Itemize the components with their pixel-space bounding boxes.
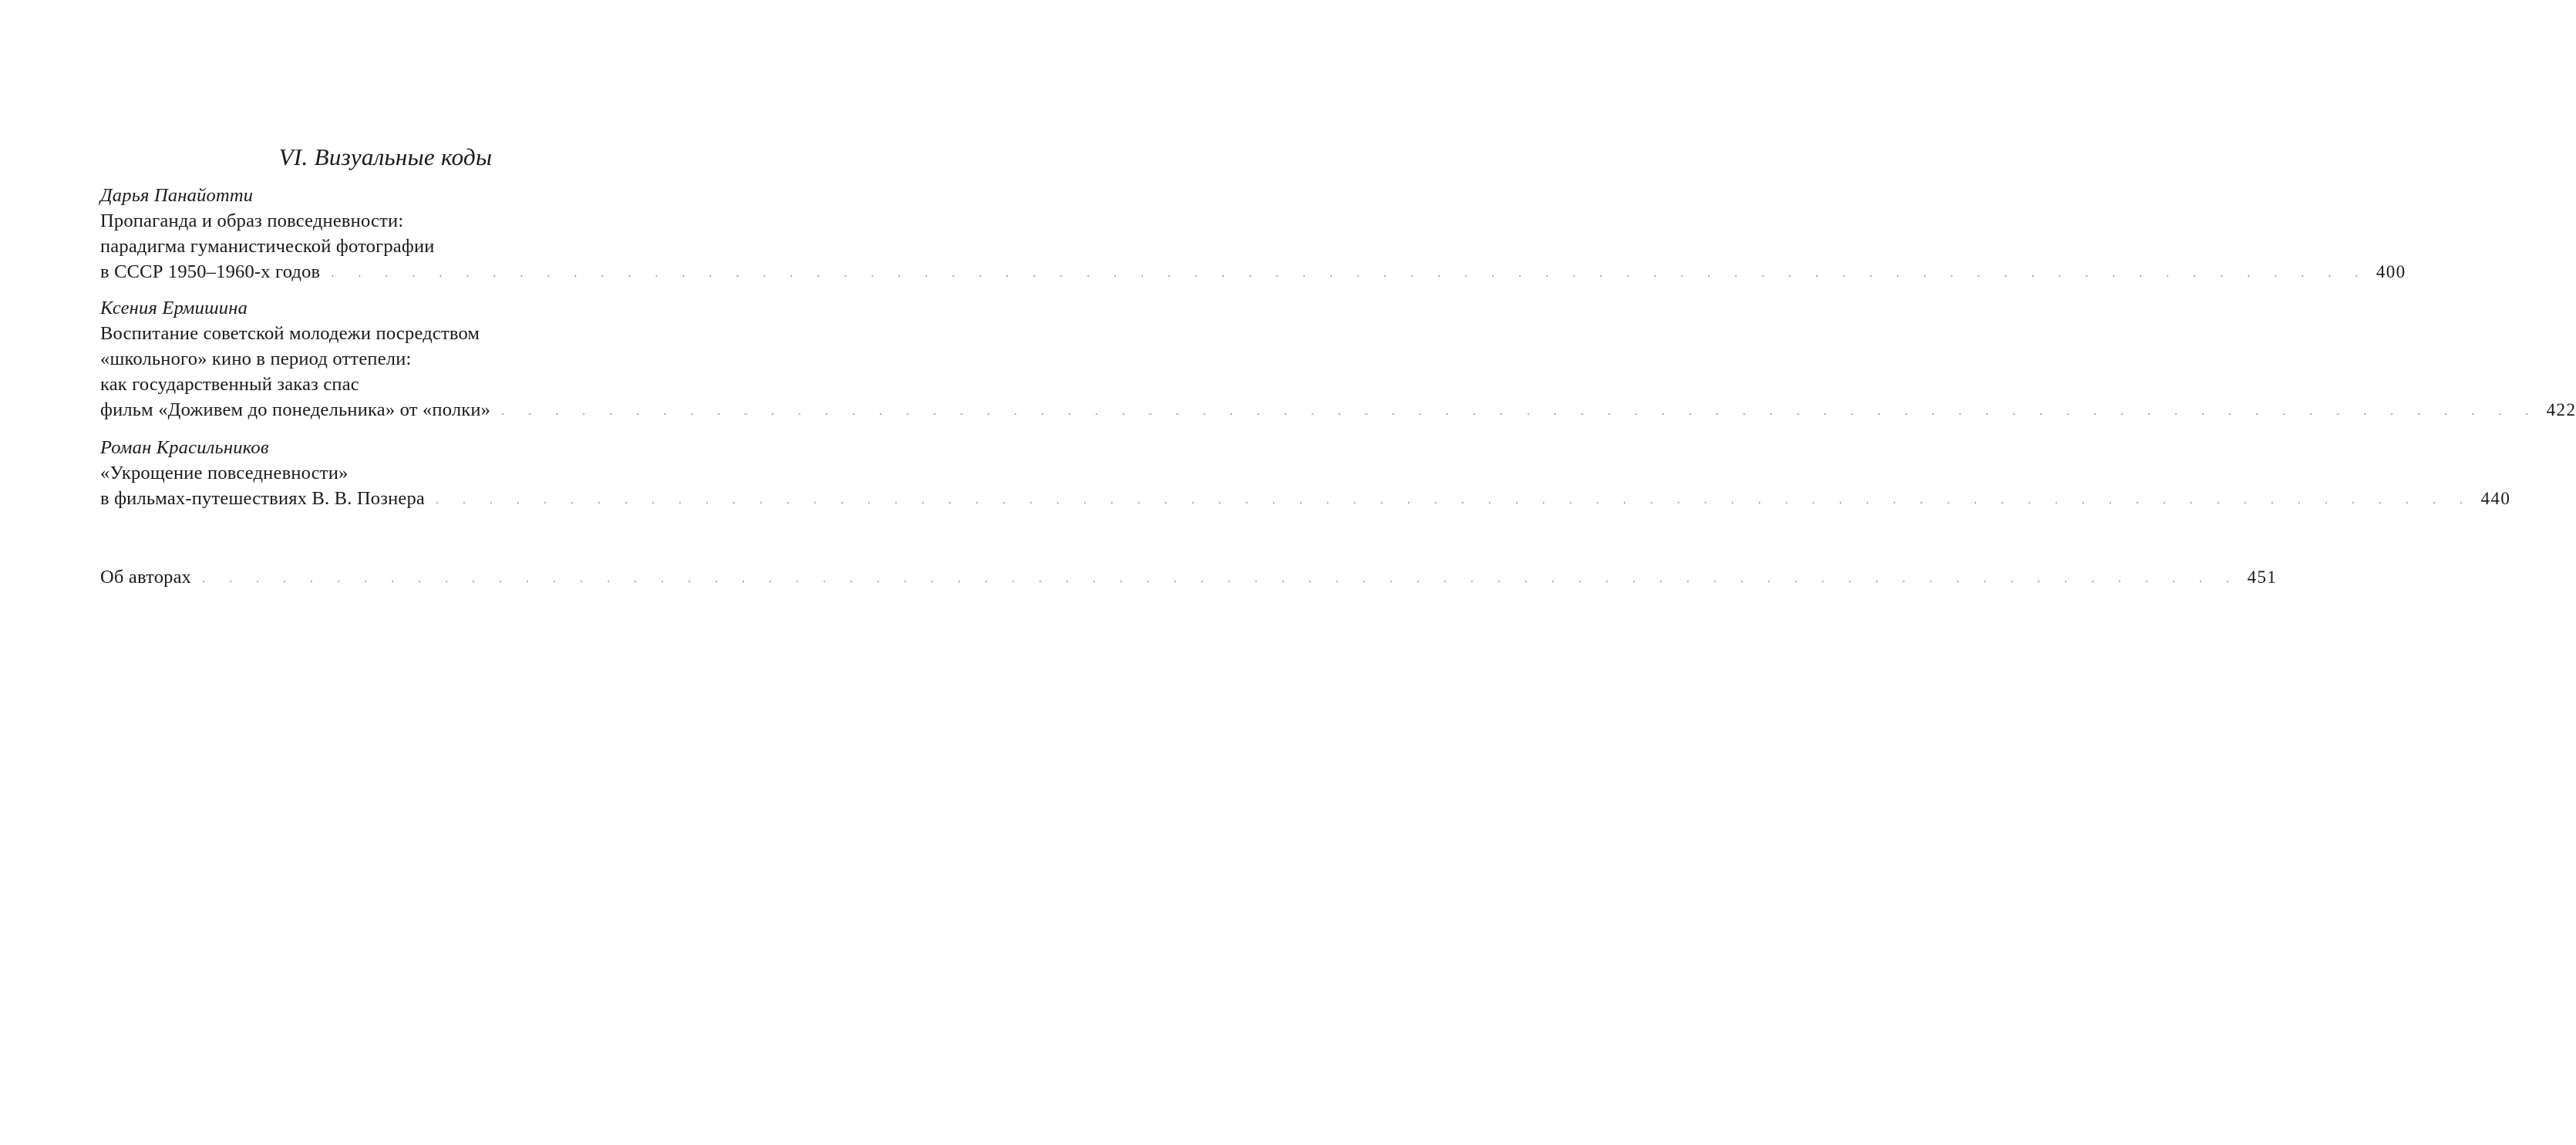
entry-title-line: как государственный заказ спас [100,374,359,395]
toc-entry-about-authors[interactable] [100,564,2278,590]
entry-title-line: Об авторах [100,567,192,588]
entry-last-line [100,486,2511,511]
dot-leader: . . . . . . . . . . . . . . . . . . . . . . . . . . . . . . . . . . . . . . . . . . . . . . . . . . . . . . . . . . . . . . . . . . . . . . . . . . . . [331,267,2369,280]
page-number: 400 [2376,262,2406,281]
page-number: 422 [2546,400,2576,419]
toc-entry[interactable] [100,295,2576,423]
dot-leader: . . . . . . . . . . . . . . . . . . . . . . . . . . . . . . . . . . . . . . . . . . . . . . . . . . . . . . . . . . . . . . . . . . . . . . . . . . . . [202,572,2240,585]
entry-title-line: Пропаганда и образ повседневности: [100,210,404,231]
entry-author: Роман Красильников [100,437,269,458]
entry-last-line [100,397,2576,423]
toc-entry[interactable] [100,435,2511,511]
entry-title-line: «Укрощение повседневности» [100,463,349,483]
dot-leader: . . . . . . . . . . . . . . . . . . . . . . . . . . . . . . . . . . . . . . . . . . . . . . . . . . . . . . . . . . . . . . . . . . . . . . . . . . . . [436,493,2473,507]
entry-last-line [100,564,2278,590]
section-title: VI. Визуальные коды [278,143,493,170]
toc-entry[interactable] [100,183,2406,285]
page-number: 451 [2247,567,2278,587]
entry-last-line [100,259,2406,285]
entry-title-line: парадигма гуманистической фотографии [100,236,435,257]
entry-author: Ксения Ермишина [100,298,248,318]
entry-title-line: Воспитание советской молодежи посредством [100,323,480,344]
dot-leader: . . . . . . . . . . . . . . . . . . . . . . . . . . . . . . . . . . . . . . . . . . . . . . . . . . . . . . . . . . . . . . . . . . . . . . . . . . . . [501,405,2539,418]
entry-author: Дарья Панайотти [100,185,254,206]
entry-title-line: в фильмах-путешествиях В. В. Познера [100,488,426,509]
page-number: 440 [2480,489,2511,508]
entry-title-line: фильм «Доживем до понедельника» от «полки» [100,399,491,420]
entry-title-line: «школьного» кино в период оттепели: [100,349,412,369]
entry-title-line: в СССР 1950–1960-х годов [100,261,321,282]
